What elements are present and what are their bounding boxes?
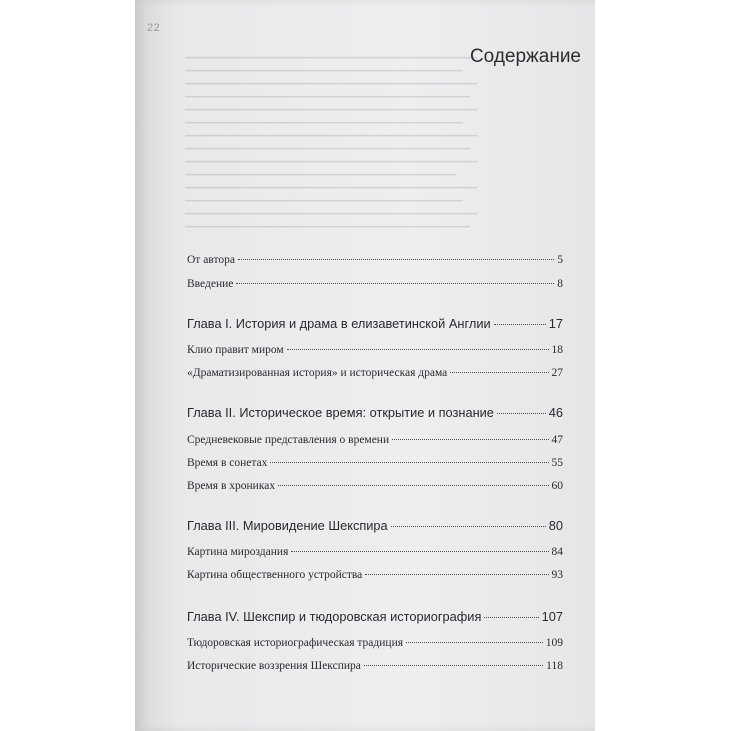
toc-entry-label: Клио правит миром bbox=[187, 344, 284, 356]
leader-dots bbox=[484, 617, 538, 618]
toc-entry-page: 107 bbox=[541, 609, 563, 624]
toc-entry-chapter[interactable] bbox=[187, 405, 563, 420]
toc-entry-page: 17 bbox=[548, 316, 563, 331]
leader-dots bbox=[406, 642, 543, 643]
toc-entry-page: 8 bbox=[557, 278, 563, 290]
toc-entry-label: Глава III. Мировидение Шекспира bbox=[187, 518, 388, 533]
toc-entry-section[interactable] bbox=[187, 254, 563, 266]
toc-entry-label: Картина мироздания bbox=[187, 546, 289, 558]
leader-dots bbox=[278, 485, 548, 486]
leader-dots bbox=[236, 283, 554, 284]
toc-entry-label: Глава I. История и драма в елизаветинской Англии bbox=[187, 316, 491, 331]
leader-dots bbox=[494, 324, 546, 325]
toc-entry-chapter[interactable] bbox=[187, 316, 563, 331]
toc-entry-page: 27 bbox=[551, 367, 563, 379]
toc-entry-label: Тюдоровская историографическая традиция bbox=[187, 637, 404, 649]
toc-entry-section[interactable] bbox=[187, 660, 563, 672]
toc-entry-label: Исторические воззрения Шекспира bbox=[187, 660, 361, 672]
toc-entry-section[interactable] bbox=[187, 344, 563, 356]
toc-entry-section[interactable] bbox=[187, 278, 563, 290]
leader-dots bbox=[365, 574, 548, 575]
leader-dots bbox=[364, 665, 543, 666]
toc-entry-page: 55 bbox=[551, 457, 563, 469]
leader-dots bbox=[497, 413, 546, 414]
leader-dots bbox=[391, 526, 546, 527]
toc-entry-chapter[interactable] bbox=[187, 518, 563, 533]
toc-entry-label: От автора bbox=[187, 254, 235, 266]
page-number: 22 bbox=[147, 22, 161, 34]
toc-entry-page: 46 bbox=[548, 405, 563, 420]
toc-entry-page: 109 bbox=[545, 637, 563, 649]
toc-entry-label: Время в хрониках bbox=[187, 480, 276, 492]
toc-entry-page: 47 bbox=[551, 434, 563, 446]
toc-entry-page: 84 bbox=[551, 546, 563, 558]
leader-dots bbox=[270, 462, 548, 463]
show-through-text: ▁▁▁▁▁▁▁▁▁▁▁▁▁▁▁▁▁▁▁▁▁▁▁▁▁▁▁▁▁▁▁▁▁▁▁▁▁▁▁▁ ▁▁▁▁▁▁▁▁▁▁▁▁▁▁▁▁▁▁▁▁▁▁▁▁▁▁▁▁▁▁▁▁▁▁▁▁▁▁ ▁▁▁▁▁▁▁▁▁▁▁▁▁▁▁▁▁▁▁▁▁▁▁▁▁▁▁▁▁▁▁▁▁▁▁▁▁▁▁▁ ▁▁▁▁▁▁▁▁▁▁▁▁▁▁▁▁▁▁▁▁▁▁▁▁▁▁▁▁▁▁▁▁▁▁▁▁▁▁▁ ▁▁▁▁▁▁▁▁▁▁▁▁▁▁▁▁▁▁▁▁▁▁▁▁▁▁▁▁▁▁▁▁▁▁▁▁▁▁▁▁ ▁▁▁▁▁▁▁▁▁▁▁▁▁▁▁▁▁▁▁▁▁▁▁▁▁▁▁▁▁▁▁▁▁▁▁▁▁▁ ▁▁▁▁▁▁▁▁▁▁▁▁▁▁▁▁▁▁▁▁▁▁▁▁▁▁▁▁▁▁▁▁▁▁▁▁▁▁▁▁ ▁▁▁▁▁▁▁▁▁▁▁▁▁▁▁▁▁▁▁▁▁▁▁▁▁▁▁▁▁▁▁▁▁▁▁▁▁▁▁ ▁▁▁▁▁▁▁▁▁▁▁▁▁▁▁▁▁▁▁▁▁▁▁▁▁▁▁▁▁▁▁▁▁▁▁▁▁▁▁▁ ▁▁▁▁▁▁▁▁▁▁▁▁▁▁▁▁▁▁▁▁▁▁▁▁▁▁▁▁▁▁▁▁▁▁▁▁▁ ▁▁▁▁▁▁▁▁▁▁▁▁▁▁▁▁▁▁▁▁▁▁▁▁▁▁▁▁▁▁▁▁▁▁▁▁▁▁▁▁ ▁▁▁▁▁▁▁▁▁▁▁▁▁▁▁▁▁▁▁▁▁▁▁▁▁▁▁▁▁▁▁▁▁▁▁▁▁▁ ▁▁▁▁▁▁▁▁▁▁▁▁▁▁▁▁▁▁▁▁▁▁▁▁▁▁▁▁▁▁▁▁▁▁▁▁▁▁▁▁ ▁▁▁▁▁▁▁▁▁▁▁▁▁▁▁▁▁▁▁▁▁▁▁▁▁▁▁▁▁▁▁▁▁▁▁▁▁▁▁ bbox=[185, 49, 478, 228]
toc-entry-chapter[interactable] bbox=[187, 609, 563, 624]
toc-entry-section[interactable] bbox=[187, 367, 563, 379]
toc-entry-label: Глава IV. Шекспир и тюдоровская историография bbox=[187, 609, 482, 624]
toc-entry-section[interactable] bbox=[187, 546, 563, 558]
toc-title: Содержание bbox=[469, 46, 581, 67]
leader-dots bbox=[392, 439, 548, 440]
toc-entry-label: «Драматизированная история» и историческая драма bbox=[187, 367, 448, 379]
book-page bbox=[135, 0, 595, 731]
toc-entry-label: Время в сонетах bbox=[187, 457, 268, 469]
toc-entry-label: Средневековые представления о времени bbox=[187, 434, 390, 446]
leader-dots bbox=[291, 551, 548, 552]
leader-dots bbox=[238, 259, 554, 260]
toc-entry-section[interactable] bbox=[187, 480, 563, 492]
toc-entry-section[interactable] bbox=[187, 637, 563, 649]
leader-dots bbox=[450, 372, 548, 373]
toc-entry-page: 80 bbox=[548, 518, 563, 533]
toc-entry-page: 93 bbox=[551, 569, 563, 581]
toc-entry-section[interactable] bbox=[187, 569, 563, 581]
toc-entry-label: Глава II. Историческое время: открытие и познание bbox=[187, 405, 494, 420]
toc-entry-label: Картина общественного устройства bbox=[187, 569, 363, 581]
toc-entry-section[interactable] bbox=[187, 457, 563, 469]
toc-entry-section[interactable] bbox=[187, 434, 563, 446]
toc-entry-page: 5 bbox=[557, 254, 563, 266]
leader-dots bbox=[287, 349, 549, 350]
toc-entry-page: 18 bbox=[551, 344, 563, 356]
toc-entry-page: 60 bbox=[551, 480, 563, 492]
toc-entry-label: Введение bbox=[187, 278, 234, 290]
toc-entry-page: 118 bbox=[546, 660, 563, 672]
